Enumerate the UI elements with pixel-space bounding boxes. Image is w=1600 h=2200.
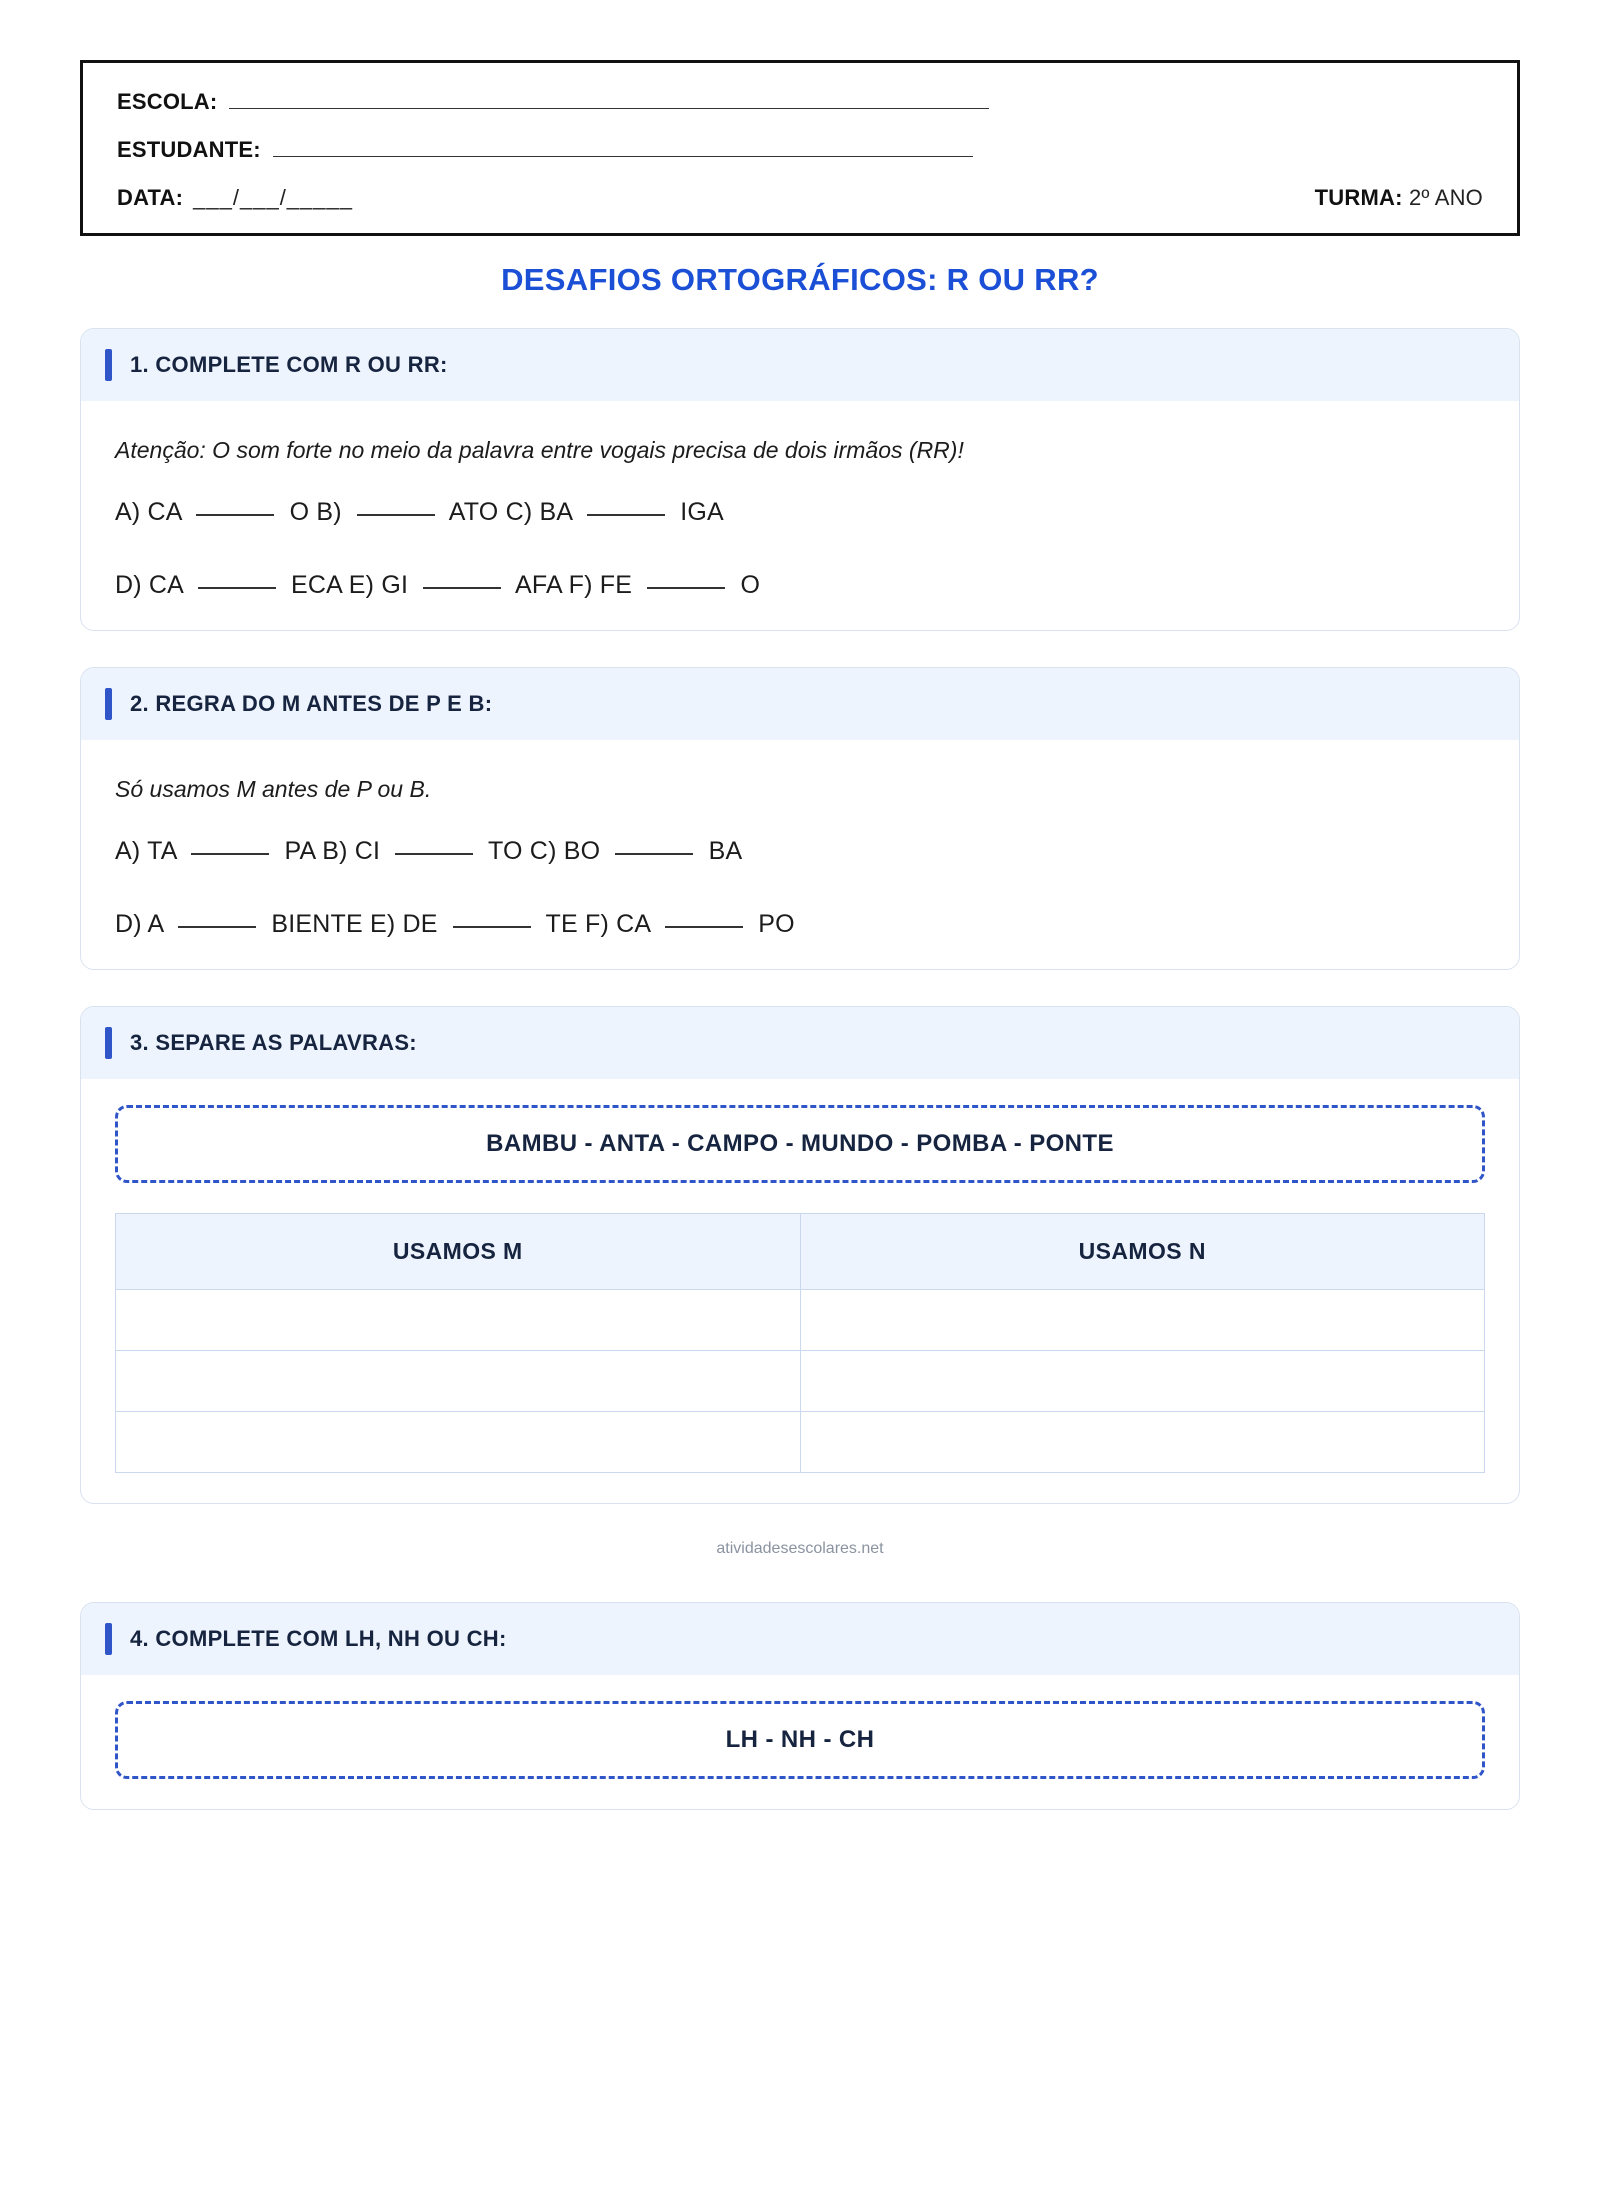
section-1-row-2 <box>115 571 1485 600</box>
section-2-row-2 <box>115 910 1485 939</box>
item-b-text: PA B) CI <box>284 837 381 865</box>
section-2-body <box>81 776 1519 939</box>
section-1-header <box>81 329 1519 401</box>
date-label: DATA: <box>117 185 184 210</box>
item-f-text: AFA F) FE <box>515 571 633 599</box>
school-line <box>117 89 1483 115</box>
column-header-usamos-n: USAMOS N <box>800 1214 1485 1290</box>
section-3-word-bank: BAMBU - ANTA - CAMPO - MUNDO - POMBA - PONTE <box>115 1105 1485 1183</box>
answer-cell[interactable] <box>116 1412 801 1473</box>
item-c-text: TO C) BO <box>488 837 601 865</box>
item-d-text: D) A <box>115 910 164 938</box>
section-2-title: 2. REGRA DO M ANTES DE P E B: <box>130 691 493 716</box>
answer-blank[interactable] <box>615 853 693 855</box>
item-b-text: O B) <box>289 498 342 526</box>
section-3-header <box>81 1007 1519 1079</box>
school-input-line[interactable] <box>229 90 989 109</box>
answer-blank[interactable] <box>423 587 501 589</box>
table-header-row <box>116 1214 1485 1290</box>
table-row <box>116 1290 1485 1351</box>
school-label: ESCOLA: <box>117 89 218 114</box>
accent-bar <box>105 349 112 381</box>
answer-cell[interactable] <box>116 1351 801 1412</box>
site-watermark: atividadesescolares.net <box>716 1540 884 1557</box>
accent-bar <box>105 1623 112 1655</box>
section-1-note: Atenção: O som forte no meio da palavra entre vogais precisa de dois irmãos (RR)! <box>115 437 964 463</box>
item-c-text: ATO C) BA <box>448 498 572 526</box>
student-label: ESTUDANTE: <box>117 137 261 162</box>
answer-blank[interactable] <box>587 514 665 516</box>
answer-blank[interactable] <box>191 853 269 855</box>
student-line <box>117 137 1483 163</box>
section-4-title: 4. COMPLETE COM LH, NH OU CH: <box>130 1626 507 1651</box>
section-1-body <box>81 437 1519 600</box>
answer-cell[interactable] <box>116 1290 801 1351</box>
section-1-title: 1. COMPLETE COM R OU RR: <box>130 352 448 377</box>
item-f-tail: PO <box>758 910 795 938</box>
item-a-text: A) CA <box>115 498 182 526</box>
item-f-tail: O <box>740 571 761 599</box>
answer-blank[interactable] <box>178 926 256 928</box>
accent-bar <box>105 1027 112 1059</box>
item-d-text: D) CA <box>115 571 183 599</box>
answer-blank[interactable] <box>196 514 274 516</box>
section-2-header <box>81 668 1519 740</box>
answer-cell[interactable] <box>800 1412 1485 1473</box>
answer-blank[interactable] <box>198 587 276 589</box>
item-e-text: ECA E) GI <box>291 571 409 599</box>
date-input-line[interactable]: ___/___/_____ <box>193 185 353 210</box>
item-c-tail: BA <box>708 837 743 865</box>
date-class-line <box>117 185 1483 211</box>
answer-blank[interactable] <box>665 926 743 928</box>
table-row <box>116 1412 1485 1473</box>
section-2-row-1 <box>115 837 1485 866</box>
class-group <box>1315 185 1483 211</box>
page-title: DESAFIOS ORTOGRÁFICOS: R OU RR? <box>501 262 1099 297</box>
item-c-tail: IGA <box>680 498 724 526</box>
section-2-note: Só usamos M antes de P ou B. <box>115 776 432 802</box>
answer-cell[interactable] <box>800 1290 1485 1351</box>
student-info-box <box>80 60 1520 236</box>
section-4-word-bank: LH - NH - CH <box>115 1701 1485 1779</box>
answer-cell[interactable] <box>800 1351 1485 1412</box>
section-1-row-1 <box>115 498 1485 527</box>
section-4-header <box>81 1603 1519 1675</box>
class-value: 2º ANO <box>1408 185 1483 210</box>
section-card-1 <box>80 328 1520 631</box>
section-card-3 <box>80 1006 1520 1504</box>
section-card-2 <box>80 667 1520 970</box>
accent-bar <box>105 688 112 720</box>
class-label: TURMA: <box>1314 185 1403 210</box>
item-e-text: BIENTE E) DE <box>271 910 438 938</box>
answer-blank[interactable] <box>647 587 725 589</box>
answer-blank[interactable] <box>395 853 473 855</box>
classification-table <box>115 1213 1485 1473</box>
student-input-line[interactable] <box>273 138 973 157</box>
answer-blank[interactable] <box>453 926 531 928</box>
item-a-text: A) TA <box>115 837 177 865</box>
section-3-title: 3. SEPARE AS PALAVRAS: <box>130 1030 417 1055</box>
item-f-text: TE F) CA <box>545 910 650 938</box>
table-row <box>116 1351 1485 1412</box>
column-header-usamos-m: USAMOS M <box>116 1214 801 1290</box>
section-card-4 <box>80 1602 1520 1810</box>
answer-blank[interactable] <box>357 514 435 516</box>
